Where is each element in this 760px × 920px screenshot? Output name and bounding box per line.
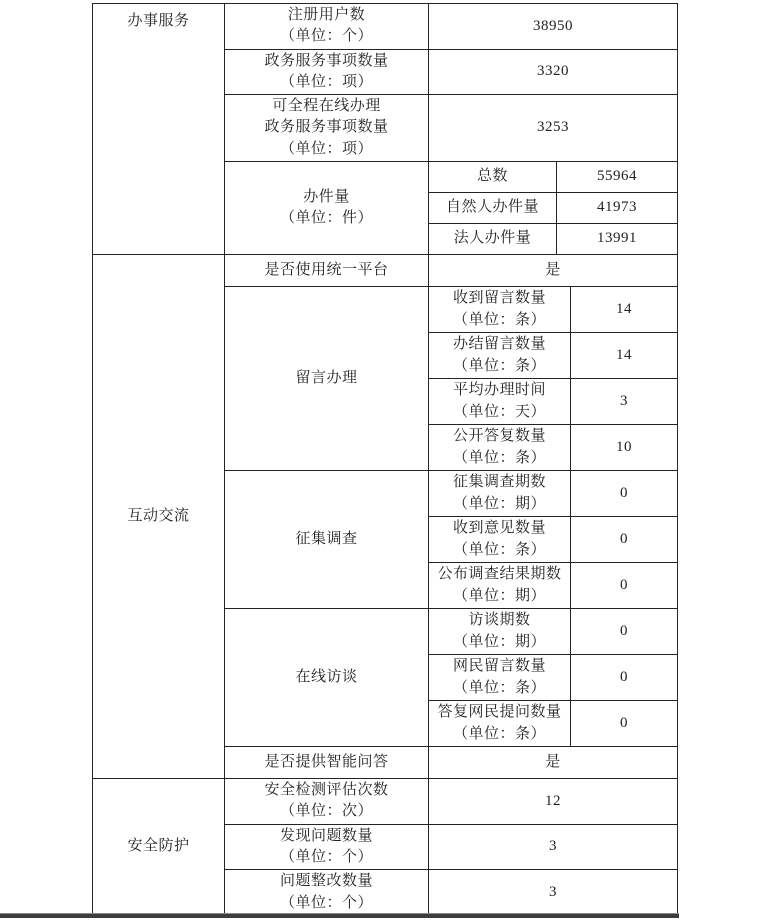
sub-label-cell bbox=[429, 701, 571, 747]
value-cell: 0 bbox=[571, 517, 678, 563]
cell-text-line: （单位：个） bbox=[279, 894, 373, 911]
cell-text-line: 法人办件量 bbox=[453, 230, 532, 247]
cell-text-line: 是否使用统一平台 bbox=[264, 261, 389, 278]
value-cell: 14 bbox=[571, 287, 678, 333]
cell-text-line: （单位：件） bbox=[279, 210, 373, 227]
cell-text-line: 安全检测评估次数 bbox=[264, 782, 389, 799]
cell-text-line: 政务服务事项数量 bbox=[264, 52, 389, 69]
item-label-cell bbox=[225, 49, 429, 95]
cell-text-line: 网民留言数量 bbox=[452, 658, 546, 675]
cell-text-line: （单位：条） bbox=[452, 357, 546, 374]
sub-label-cell bbox=[429, 517, 571, 563]
sub-label-cell bbox=[429, 287, 571, 333]
value-cell: 0 bbox=[571, 655, 678, 701]
cell-text-line: （单位：期） bbox=[452, 633, 546, 650]
item-label-cell bbox=[225, 747, 429, 779]
category-cell: 办事服务 bbox=[93, 4, 225, 255]
value-cell: 3320 bbox=[429, 49, 678, 95]
cell-text-line: 征集调查 bbox=[295, 530, 358, 547]
value-cell: 0 bbox=[571, 701, 678, 747]
sub-label-cell bbox=[429, 563, 571, 609]
cell-text-line: （单位：次） bbox=[279, 803, 373, 820]
item-label-cell bbox=[225, 471, 429, 609]
item-label-cell bbox=[225, 779, 429, 825]
cell-text-line: 总数 bbox=[476, 168, 508, 185]
sub-label-cell bbox=[429, 162, 557, 193]
value-cell: 0 bbox=[571, 609, 678, 655]
value-cell: 38950 bbox=[429, 4, 678, 50]
cell-text-line: 在线访谈 bbox=[295, 668, 358, 685]
item-label-cell bbox=[225, 287, 429, 471]
sub-label-cell bbox=[429, 333, 571, 379]
cell-text-line: 留言办理 bbox=[295, 369, 358, 386]
cell-text-line: 征集调查期数 bbox=[452, 474, 546, 491]
table-row bbox=[93, 779, 678, 825]
cell-text-line: 答复网民提问数量 bbox=[437, 704, 562, 721]
value-cell: 0 bbox=[571, 471, 678, 517]
cell-text-line: （单位：条） bbox=[452, 449, 546, 466]
item-label-cell bbox=[225, 824, 429, 870]
cell-text-line: （单位：期） bbox=[452, 587, 546, 604]
page-bottom-edge bbox=[0, 913, 679, 918]
value-cell: 0 bbox=[571, 563, 678, 609]
item-label-cell bbox=[225, 870, 429, 916]
cell-text-line: （单位：个） bbox=[279, 28, 373, 45]
cell-text-line: 平均办理时间 bbox=[452, 382, 546, 399]
cell-text-line: 收到意见数量 bbox=[452, 520, 546, 537]
value-cell: 12 bbox=[429, 779, 678, 825]
item-label-cell bbox=[225, 4, 429, 50]
cell-text-line: （单位：期） bbox=[452, 495, 546, 512]
value-cell: 14 bbox=[571, 333, 678, 379]
cell-text-line: （单位：天） bbox=[452, 403, 546, 420]
cell-text-line: 收到留言数量 bbox=[452, 290, 546, 307]
cell-text-line: 问题整改数量 bbox=[279, 873, 373, 890]
category-cell: 互动交流 bbox=[93, 255, 225, 779]
cell-text-line: 自然人办件量 bbox=[445, 199, 539, 216]
cell-text-line: （单位：个） bbox=[279, 848, 373, 865]
cell-text-line: （单位：条） bbox=[452, 679, 546, 696]
value-cell: 10 bbox=[571, 425, 678, 471]
value-cell: 13991 bbox=[557, 224, 678, 255]
cell-text-line: 办结留言数量 bbox=[452, 336, 546, 353]
cell-text-line: 访谈期数 bbox=[468, 612, 531, 629]
value-cell: 3 bbox=[571, 379, 678, 425]
cell-text-line: 注册用户数 bbox=[287, 7, 366, 23]
cell-text-line: 公开答复数量 bbox=[452, 428, 546, 445]
sub-label-cell bbox=[429, 609, 571, 655]
sub-label-cell bbox=[429, 193, 557, 224]
value-cell: 3253 bbox=[429, 95, 678, 162]
item-label-cell bbox=[225, 255, 429, 287]
table-row bbox=[93, 255, 678, 287]
sub-label-cell bbox=[429, 379, 571, 425]
cell-text-line: 是否提供智能问答 bbox=[264, 753, 389, 770]
sub-label-cell bbox=[429, 425, 571, 471]
value-cell: 55964 bbox=[557, 162, 678, 193]
cell-text-line: （单位：项） bbox=[279, 140, 373, 157]
cell-text-line: 办件量 bbox=[303, 188, 350, 205]
item-label-cell bbox=[225, 95, 429, 162]
item-label-cell bbox=[225, 162, 429, 255]
cell-text-line: （单位：条） bbox=[452, 311, 546, 328]
item-label-cell bbox=[225, 609, 429, 747]
sub-label-cell bbox=[429, 224, 557, 255]
report-table bbox=[92, 3, 678, 916]
value-cell: 41973 bbox=[557, 193, 678, 224]
table-row bbox=[93, 4, 678, 50]
cell-text-line: 发现问题数量 bbox=[279, 827, 373, 844]
cell-text-line: （单位：条） bbox=[452, 725, 546, 742]
cell-text-line: 可全程在线办理 bbox=[272, 98, 381, 115]
value-cell: 是 bbox=[429, 747, 678, 779]
sub-label-cell bbox=[429, 471, 571, 517]
cell-text-line: 政务服务事项数量 bbox=[264, 119, 389, 136]
sub-label-cell bbox=[429, 655, 571, 701]
cell-text-line: （单位：条） bbox=[452, 541, 546, 558]
value-cell: 3 bbox=[429, 824, 678, 870]
cell-text-line: （单位：项） bbox=[279, 73, 373, 90]
category-cell: 安全防护 bbox=[93, 779, 225, 916]
value-cell: 是 bbox=[429, 255, 678, 287]
cell-text-line: 公布调查结果期数 bbox=[437, 566, 562, 583]
value-cell: 3 bbox=[429, 870, 678, 916]
